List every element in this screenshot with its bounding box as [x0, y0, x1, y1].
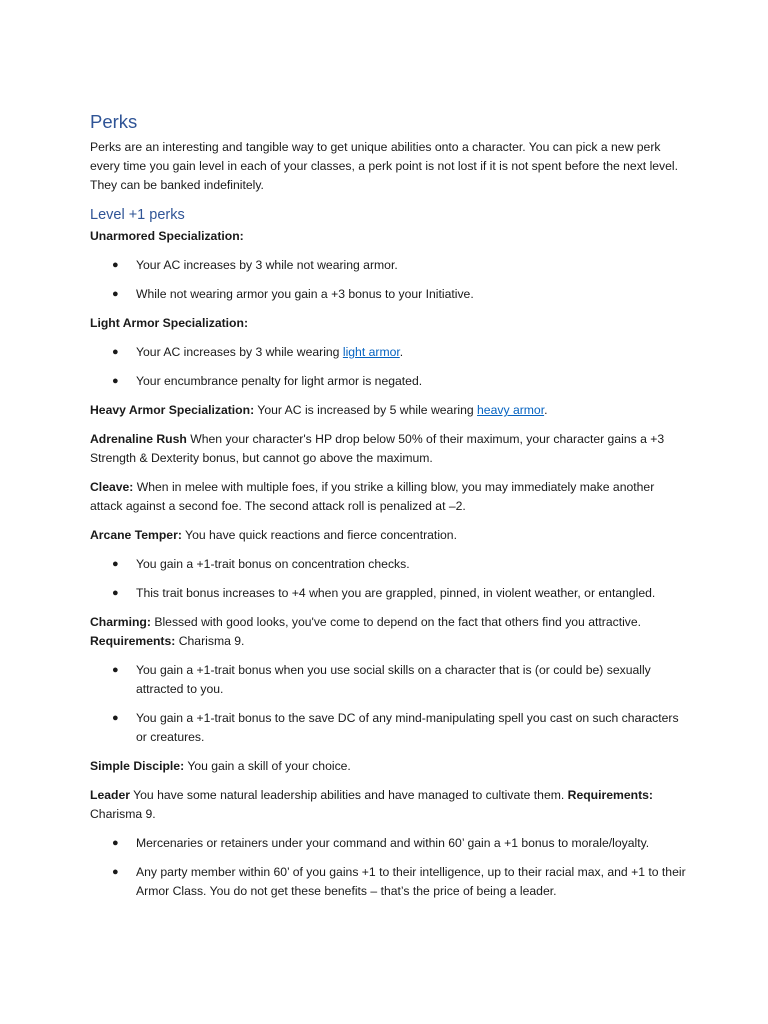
perk-leader-list: [90, 834, 690, 901]
list-item: ● Your AC increases by 3 while wearing light armor.: [90, 343, 690, 362]
list-item: ● Any party member within 60’ of you gains +1 to their intelligence, up to their racial max, and +1 to their Armor Class. You do not get these benefits – that’s the price of being a leader.: [112, 865, 686, 898]
bullet-icon: ●: [112, 712, 119, 724]
heavy-armor-link[interactable]: heavy armor: [477, 403, 545, 417]
perk-title: Cleave:: [90, 480, 134, 494]
requirements-label: Requirements:: [90, 634, 176, 648]
perk-adrenaline-rush: Adrenaline Rush When your character's HP drop below 50% of their maximum, your character gains a +3 Strength & Dexterity bonus, but cannot go above the maximum.: [90, 432, 665, 465]
section-heading: Level +1 perks: [90, 207, 185, 223]
list-item: ● You gain a +1-trait bonus when you use social skills on a character that is (or could be) sexually attracted to you.: [112, 663, 651, 696]
perk-title: Adrenaline Rush: [90, 432, 187, 446]
perk-title: Charming:: [90, 615, 151, 629]
perk-leader: Leader You have some natural leadership abilities and have managed to cultivate them. Requirements: Charisma 9.: [90, 788, 653, 821]
perk-cleave: Cleave: When in melee with multiple foes, if you strike a killing blow, you may immediately make another attack against a second foe. The second attack roll is penalized at –2.: [90, 480, 655, 513]
list-item: ● You gain a +1-trait bonus on concentration checks.: [90, 555, 690, 574]
page-title: Perks: [90, 111, 138, 132]
bullet-icon: ●: [112, 288, 119, 300]
list-item: ● While not wearing armor you gain a +3 bonus to your Initiative.: [90, 285, 690, 304]
list-item: ● You gain a +1-trait bonus to the save DC of any mind-manipulating spell you cast on such characters or creatures.: [112, 711, 679, 744]
perk-light-armor-list: [90, 343, 690, 391]
bullet-icon: ●: [112, 346, 119, 358]
perk-arcane-list: [90, 555, 690, 603]
bullet-icon: ●: [112, 375, 119, 387]
list-item: ● This trait bonus increases to +4 when you are grappled, pinned, in violent weather, or entangled.: [90, 584, 690, 603]
perk-simple-disciple: Simple Disciple: You gain a skill of your choice.: [90, 759, 351, 773]
perk-arcane-temper: Arcane Temper: You have quick reactions and fierce concentration.: [90, 528, 457, 542]
bullet-icon: ●: [112, 866, 119, 878]
perk-title: Simple Disciple:: [90, 759, 185, 773]
perk-charming-list: [90, 661, 690, 747]
perk-unarmored: [90, 227, 690, 246]
perk-unarmored-list: [90, 256, 690, 304]
bullet-icon: ●: [112, 558, 119, 570]
perk-title: Unarmored Specialization:: [90, 229, 244, 243]
list-item: ● Mercenaries or retainers under your command and within 60’ gain a +1 bonus to morale/loyalty.: [90, 834, 690, 853]
list-item: ● Your AC increases by 3 while not wearing armor.: [90, 256, 690, 275]
document-content: [90, 110, 690, 911]
bullet-icon: ●: [112, 837, 119, 849]
bullet-icon: ●: [112, 587, 119, 599]
light-armor-link[interactable]: light armor: [342, 345, 400, 359]
perk-title: Arcane Temper:: [90, 528, 182, 542]
perk-heavy-armor: Heavy Armor Specialization: Your AC is increased by 5 while wearing heavy armor.: [90, 403, 548, 417]
intro-paragraph: Perks are an interesting and tangible way to get unique abilities onto a character. You can pick a new perk every time you gain level in each of your classes, a perk point is not lost if it is not spent before the next level. They can be banked indefinitely.: [90, 140, 679, 192]
perk-light-armor: [90, 314, 690, 333]
perk-title: Heavy Armor Specialization:: [90, 403, 255, 417]
list-item: ● Your encumbrance penalty for light armor is negated.: [90, 372, 690, 391]
bullet-icon: ●: [112, 664, 119, 676]
bullet-icon: ●: [112, 259, 119, 271]
perk-charming: Charming: Blessed with good looks, you've come to depend on the fact that others find you attractive. Requirements: Charisma 9.: [90, 615, 642, 648]
requirements-label: Requirements:: [567, 788, 653, 802]
perk-title: Leader: [90, 788, 130, 802]
perk-title: Light Armor Specialization:: [90, 316, 248, 330]
